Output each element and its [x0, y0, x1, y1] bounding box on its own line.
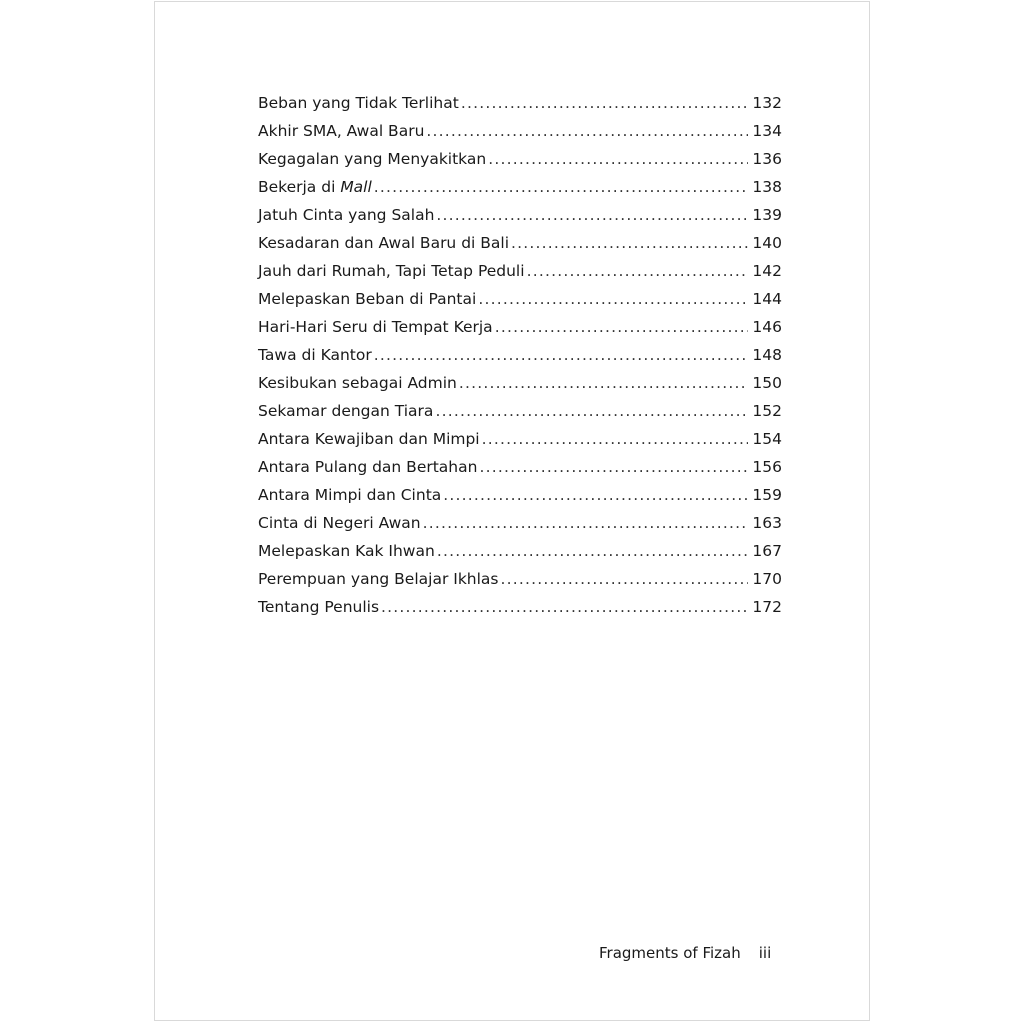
- toc-entry: [258, 229, 782, 257]
- toc-entry-title-text: Antara Kewajiban dan Mimpi: [258, 430, 480, 448]
- toc-entry-title: [258, 173, 372, 201]
- toc-entry-title-text: Melepaskan Kak Ihwan: [258, 542, 435, 560]
- toc-entry-title: [258, 257, 525, 285]
- toc-entry: [258, 313, 782, 341]
- toc-entry-title-text: Bekerja di: [258, 178, 341, 196]
- toc-entry-title: [258, 425, 480, 453]
- toc-dot-leader: [423, 509, 749, 537]
- toc-entry-title: [258, 285, 476, 313]
- toc-dot-leader: [459, 369, 749, 397]
- toc-entry-title: [258, 313, 493, 341]
- toc-entry: [258, 453, 782, 481]
- toc-entry: [258, 257, 782, 285]
- toc-entry-title-text: Jatuh Cinta yang Salah: [258, 206, 435, 224]
- toc-entry-title-text: Jauh dari Rumah, Tapi Tetap Peduli: [258, 262, 525, 280]
- page-footer: [599, 944, 771, 962]
- toc-entry-page: 140: [752, 234, 782, 252]
- toc-entry-page: 134: [752, 122, 782, 140]
- book-page: [154, 1, 870, 1021]
- toc-entry-title: [258, 117, 424, 145]
- toc-entry: [258, 509, 782, 537]
- toc-dot-leader: [478, 285, 748, 313]
- toc-entry-title-text: Kegagalan yang Menyakitkan: [258, 150, 487, 168]
- toc-dot-leader: [435, 397, 748, 425]
- toc-entry-title: [258, 201, 434, 229]
- toc-entry-title: [258, 397, 433, 425]
- toc-entry-page: 146: [752, 318, 782, 336]
- toc-entry-page: 136: [752, 150, 782, 168]
- toc-entry-title-text: Antara Pulang dan Bertahan: [258, 458, 478, 476]
- toc-entry-title-text: Kesadaran dan Awal Baru di Bali: [258, 234, 510, 252]
- running-title: Fragments of Fizah: [599, 944, 741, 962]
- toc-entry-title: [258, 89, 459, 117]
- toc-entry-page: 142: [752, 262, 782, 280]
- toc-entry: [258, 145, 782, 173]
- toc-entry-title-italic: Mall: [340, 178, 372, 196]
- toc-dot-leader: [437, 537, 749, 565]
- toc-entry-page: 172: [752, 598, 782, 616]
- toc-entry: [258, 201, 782, 229]
- toc-entry-title-text: Tentang Penulis: [258, 598, 380, 616]
- toc-entry-title-text: Antara Mimpi dan Cinta: [258, 486, 442, 504]
- toc-entry-page: 152: [752, 402, 782, 420]
- toc-entry: [258, 425, 782, 453]
- toc-dot-leader: [381, 593, 748, 621]
- toc-dot-leader: [374, 341, 749, 369]
- toc-entry: [258, 117, 782, 145]
- toc-entry-page: 138: [752, 178, 782, 196]
- toc-entry-title-text: Melepaskan Beban di Pantai: [258, 290, 477, 308]
- toc-entry-page: 144: [752, 290, 782, 308]
- toc-entry: [258, 537, 782, 565]
- toc-entry: [258, 89, 782, 117]
- toc-dot-leader: [479, 453, 748, 481]
- toc-entry: [258, 481, 782, 509]
- toc-entry: [258, 565, 782, 593]
- toc-dot-leader: [501, 565, 749, 593]
- toc-entry-title-text: Perempuan yang Belajar Ikhlas: [258, 570, 499, 588]
- toc-entry: [258, 397, 782, 425]
- toc-entry-page: 154: [752, 430, 782, 448]
- toc-entry-page: 156: [752, 458, 782, 476]
- toc-dot-leader: [527, 257, 749, 285]
- toc-entry-page: 148: [752, 346, 782, 364]
- toc-entry-page: 163: [752, 514, 782, 532]
- toc-entry-title-text: Kesibukan sebagai Admin: [258, 374, 457, 392]
- toc-entry-title: [258, 145, 486, 173]
- toc-entry-page: 150: [752, 374, 782, 392]
- toc-dot-leader: [482, 425, 749, 453]
- toc-entry-title: [258, 593, 379, 621]
- toc-dot-leader: [461, 89, 749, 117]
- toc-entry-title-text: Sekamar dengan Tiara: [258, 402, 434, 420]
- toc-dot-leader: [488, 145, 748, 173]
- toc-entry-page: 170: [752, 570, 782, 588]
- toc-entry-title-text: Akhir SMA, Awal Baru: [258, 122, 425, 140]
- toc-entry-page: 132: [752, 94, 782, 112]
- toc-entry-title-text: Cinta di Negeri Awan: [258, 514, 421, 532]
- toc-entry-title: [258, 565, 499, 593]
- toc-entry-title: [258, 509, 421, 537]
- toc-entry-page: 167: [752, 542, 782, 560]
- toc-entry: [258, 285, 782, 313]
- toc-entry: [258, 369, 782, 397]
- toc-entry-title: [258, 453, 477, 481]
- toc-entry: [258, 593, 782, 621]
- page-number: iii: [758, 944, 772, 962]
- toc-dot-leader: [495, 313, 749, 341]
- toc-dot-leader: [443, 481, 748, 509]
- toc-entry: [258, 341, 782, 369]
- table-of-contents: [258, 89, 782, 621]
- toc-entry-title-text: Tawa di Kantor: [258, 346, 372, 364]
- toc-entry-title: [258, 481, 441, 509]
- toc-dot-leader: [426, 117, 748, 145]
- toc-entry-title: [258, 369, 457, 397]
- toc-dot-leader: [511, 229, 748, 257]
- toc-dot-leader: [436, 201, 748, 229]
- toc-entry-title-text: Hari-Hari Seru di Tempat Kerja: [258, 318, 493, 336]
- toc-entry-title: [258, 229, 509, 257]
- toc-dot-leader: [374, 173, 749, 201]
- toc-entry-title: [258, 537, 435, 565]
- toc-entry-page: 159: [752, 486, 782, 504]
- toc-entry-title: [258, 341, 372, 369]
- toc-entry: [258, 173, 782, 201]
- toc-entry-title-text: Beban yang Tidak Terlihat: [258, 94, 459, 112]
- toc-entry-page: 139: [752, 206, 782, 224]
